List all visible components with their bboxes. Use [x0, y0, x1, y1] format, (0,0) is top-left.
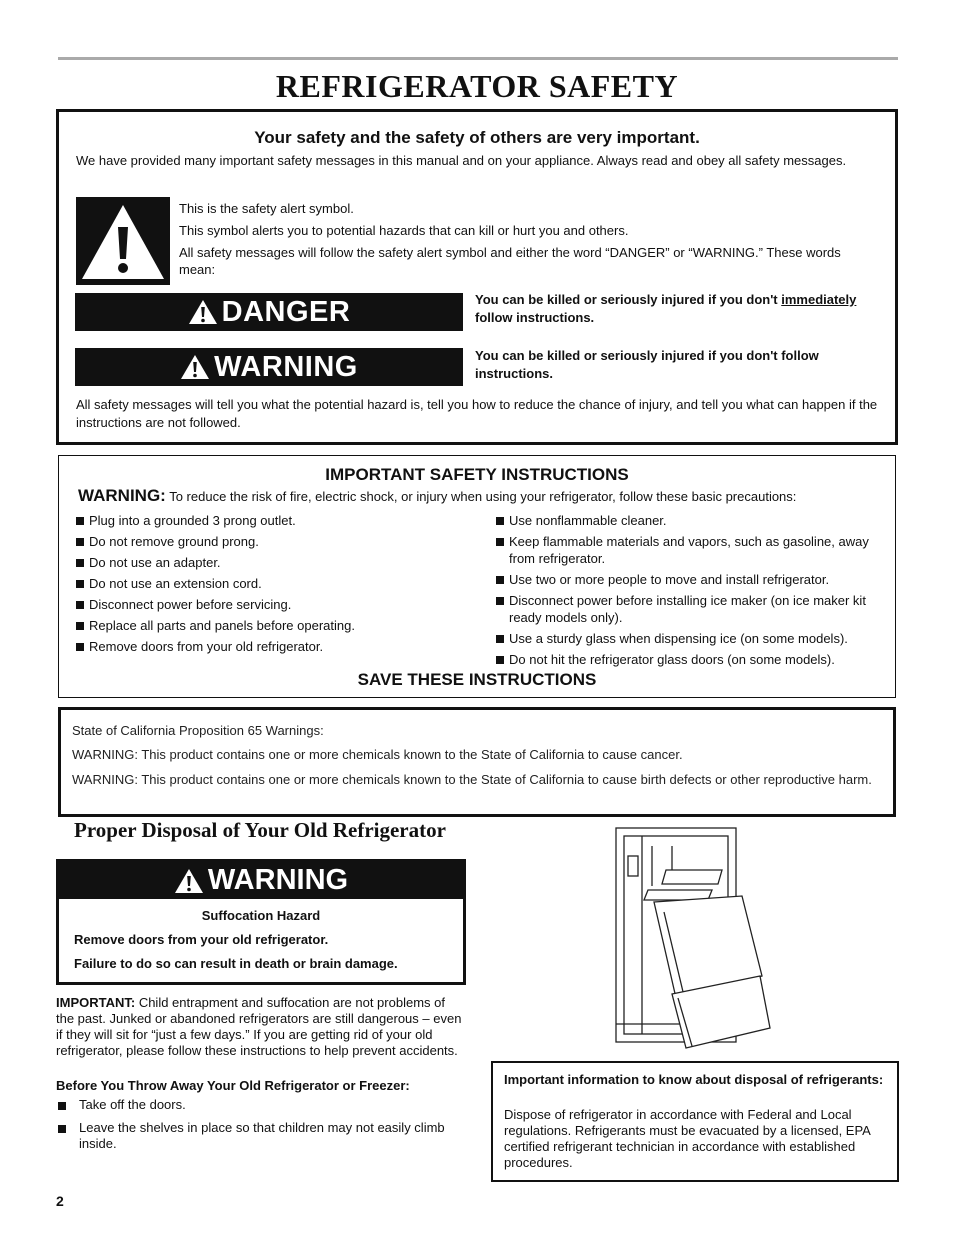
safety-intro: We have provided many important safety messages in this manual and on your appliance. Always read and obey all safety messages.: [76, 153, 847, 168]
list-item: Use two or more people to move and install refrigerator.: [496, 571, 886, 588]
list-item: Do not use an adapter.: [76, 554, 476, 571]
hazard-title: Suffocation Hazard: [201, 908, 321, 923]
instructions-heading: IMPORTANT SAFETY INSTRUCTIONS: [325, 465, 629, 484]
suffocation-warning-box: [56, 859, 466, 985]
alert-line: All safety messages will follow the safety alert symbol and either the word “DANGER” or “WARNING.” These words mean:: [179, 245, 841, 277]
alert-line: This is the safety alert symbol.: [179, 201, 354, 216]
danger-signal-bar: [75, 293, 463, 331]
refrigerant-info-box: [491, 1061, 899, 1182]
alert-symbol-explanation: [179, 200, 879, 283]
list-item: Remove doors from your old refrigerator.: [76, 638, 476, 655]
save-instructions: SAVE THESE INSTRUCTIONS: [357, 670, 597, 689]
safety-heading: Your safety and the safety of others are very important.: [254, 128, 700, 147]
list-item: Use nonflammable cleaner.: [496, 512, 886, 529]
refrigerator-illustration: [612, 826, 774, 1054]
list-item: Do not use an extension cord.: [76, 575, 476, 592]
warning-signal-bar: [59, 862, 463, 899]
important-label: IMPORTANT:: [56, 995, 136, 1010]
warning-label: WARNING: [214, 350, 358, 383]
section-title: Proper Disposal of Your Old Refrigerator: [74, 818, 446, 842]
list-item: Plug into a grounded 3 prong outlet.: [76, 512, 476, 529]
prop65-box: [58, 707, 896, 817]
top-rule: [58, 57, 898, 60]
warning-label: WARNING: [207, 864, 349, 896]
warning-text: You can be killed or seriously injured if you don't follow instructions.: [475, 348, 819, 381]
safety-message-box: [56, 109, 898, 445]
alert-triangle-icon: [174, 868, 204, 894]
list-item: Use a sturdy glass when dispensing ice (on some models).: [496, 630, 886, 647]
list-item: Disconnect power before servicing.: [76, 596, 476, 613]
page-number: 2: [56, 1193, 64, 1209]
hazard-line: Remove doors from your old refrigerator.: [74, 932, 329, 947]
list-item: Do not hit the refrigerator glass doors (on some models).: [496, 651, 886, 668]
prop65-title: State of California Proposition 65 Warnings:: [72, 723, 324, 738]
instructions-left-list: [76, 512, 476, 659]
danger-text-emphasis: immediately: [781, 292, 857, 307]
safety-footer: All safety messages will tell you what the potential hazard is, tell you how to reduce the chance of injury, and tell you what can happen if the instructions are not followed.: [76, 397, 878, 430]
danger-text-part: You can be killed or seriously injured if you don't: [475, 292, 782, 307]
alert-triangle-icon: [188, 299, 218, 325]
list-item: Keep flammable materials and vapors, such as gasoline, away from refrigerator.: [496, 533, 886, 567]
warning-signal-bar: [75, 348, 463, 386]
list-item: Do not remove ground prong.: [76, 533, 476, 550]
alert-line: This symbol alerts you to potential hazards that can kill or hurt you and others.: [179, 223, 629, 238]
instructions-right-list: [496, 512, 886, 672]
list-item: Leave the shelves in place so that children may not easily climb inside.: [56, 1120, 462, 1152]
list-item: Replace all parts and panels before operating.: [76, 617, 476, 634]
danger-label: DANGER: [221, 295, 351, 328]
important-paragraph: [56, 995, 462, 1059]
prop65-line: WARNING: This product contains one or more chemicals known to the State of California to cause birth defects or other reproductive harm.: [72, 772, 872, 787]
warning-text: To reduce the risk of fire, electric shock, or injury when using your refrigerator, follow these basic precautions:: [169, 489, 797, 504]
list-item: Take off the doors.: [56, 1097, 462, 1113]
info-heading: Important information to know about disposal of refrigerants:: [504, 1072, 884, 1087]
safety-alert-icon: [76, 197, 170, 285]
warning-word: WARNING:: [78, 486, 166, 505]
list-item: Disconnect power before installing ice maker (on ice maker kit ready models only).: [496, 592, 886, 626]
danger-text-part: follow instructions.: [475, 310, 595, 325]
danger-text: [475, 291, 889, 327]
hazard-line: Failure to do so can result in death or brain damage.: [74, 956, 398, 971]
info-text: Dispose of refrigerator in accordance with Federal and Local regulations. Refrigerants must be evacuated by a licensed, EPA certified refrigerant technician in accordance with established procedures.: [504, 1107, 871, 1170]
prop65-line: WARNING: This product contains one or more chemicals known to the State of California to cause cancer.: [72, 747, 683, 762]
before-heading: Before You Throw Away Your Old Refrigerator or Freezer:: [56, 1078, 410, 1093]
disposal-steps: [56, 1097, 462, 1152]
alert-triangle-icon: [180, 354, 210, 380]
instructions-warning: [78, 486, 888, 506]
important-text: Child entrapment and suffocation are not problems of the past. Junked or abandoned refrigerators are still dangerous – even if they will sit for “just a few days.” If you are getting rid of your old refrigerator, please follow these instructions to help prevent accidents.: [56, 995, 462, 1058]
page-title: REFRIGERATOR SAFETY: [275, 68, 679, 104]
important-safety-instructions-box: [58, 455, 896, 698]
